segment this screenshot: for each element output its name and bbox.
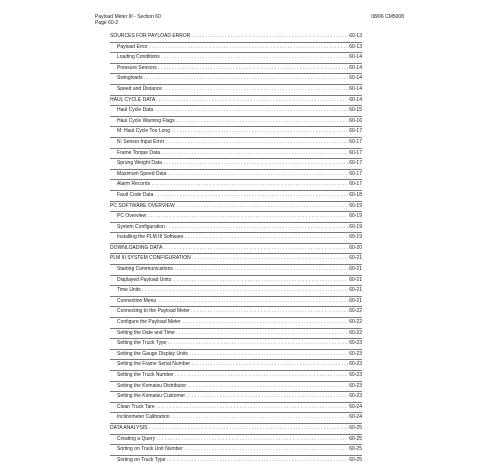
toc-entry-label: DOWNLOADING DATA . . . bbox=[110, 244, 362, 254]
toc-entry-label: Frame Torque Data . . . bbox=[117, 149, 362, 159]
toc-entry-page: 60-21 bbox=[348, 276, 362, 286]
toc-entry-page: 60-14 bbox=[348, 64, 362, 74]
toc-entry bbox=[110, 243, 362, 254]
toc-entry-page: 60-19 bbox=[348, 233, 362, 243]
toc-entry-page: 60-22 bbox=[348, 307, 362, 317]
toc-entry-label: Clean Truck Tare . . . bbox=[117, 403, 362, 413]
toc-entry-label: Time Units . . . bbox=[117, 286, 362, 296]
toc-entry-label: Sprung Weight Data . . . bbox=[117, 159, 362, 169]
toc-entry-label: Setting the Truck Number . . . bbox=[117, 371, 362, 381]
toc-entry bbox=[110, 158, 362, 169]
toc-entry-label: System Configuration . . . bbox=[117, 223, 362, 233]
toc-entry bbox=[110, 73, 362, 84]
toc-entry-label: Connection Menu . . . bbox=[117, 297, 362, 307]
toc-entry bbox=[110, 444, 362, 455]
toc-entry-page: 60-22 bbox=[348, 318, 362, 328]
toc-entry bbox=[110, 412, 362, 423]
toc-entry-label: SOURCES FOR PAYLOAD ERROR . . . bbox=[110, 32, 362, 42]
toc-entry-label: PLM III SYSTEM CONFIGURATION . . . bbox=[110, 254, 362, 264]
toc-entry-label: Displayed Payload Units . . . bbox=[117, 276, 362, 286]
toc-entry bbox=[110, 190, 362, 201]
toc-entry-label: Creating a Query . . . bbox=[117, 435, 362, 445]
toc-entry-page: 60-25 bbox=[348, 456, 362, 465]
toc-entry-page: 60-17 bbox=[348, 180, 362, 190]
toc-entry-page: 60-17 bbox=[348, 159, 362, 169]
toc-entry-label: PC SOFTWARE OVERVIEW . . . bbox=[110, 202, 362, 212]
toc-entry-label: Speed and Distance . . . bbox=[117, 85, 362, 95]
toc-entry bbox=[110, 275, 362, 286]
toc-entry-page: 60-19 bbox=[348, 223, 362, 233]
toc-entry bbox=[110, 232, 362, 243]
toc-entry-page: 60-23 bbox=[348, 350, 362, 360]
toc-entry-label: Maximum Speed Data . . . bbox=[117, 170, 362, 180]
toc-entry bbox=[110, 95, 362, 106]
toc-entry bbox=[110, 359, 362, 370]
page-header-right bbox=[371, 15, 404, 21]
toc-entry-label: Swingloads . . . bbox=[117, 74, 362, 84]
toc-entry-label: Sorting on Truck Type . . . bbox=[117, 456, 362, 465]
toc-entry-page: 60-18 bbox=[348, 191, 362, 201]
toc-entry bbox=[110, 402, 362, 413]
document-reference: 08/06 CM5008 bbox=[371, 14, 404, 20]
toc-entry-label: Connecting to the Payload Meter . . . bbox=[117, 307, 362, 317]
toc-entry-label: Setting the Frame Serial Number . . . bbox=[117, 360, 362, 370]
toc-entry bbox=[110, 296, 362, 307]
toc-entry bbox=[110, 116, 362, 127]
toc-entry-page: 60-16 bbox=[348, 117, 362, 127]
toc-entry-label: HAUL CYCLE DATA . . . bbox=[110, 96, 362, 106]
toc-entry-page: 60-17 bbox=[348, 138, 362, 148]
toc-entry-label: Sorting on Truck Unit Number . . . bbox=[117, 445, 362, 455]
toc-entry-label: Pressure Sensors . . . bbox=[117, 64, 362, 74]
toc-entry-label: Alarm Records . . . bbox=[117, 180, 362, 190]
toc-entry bbox=[110, 126, 362, 137]
toc-entry-page: 60-23 bbox=[348, 360, 362, 370]
toc-entry-page: 60-14 bbox=[348, 85, 362, 95]
toc-entry-page: 60-22 bbox=[348, 329, 362, 339]
toc-entry-page: 60-15 bbox=[348, 106, 362, 116]
toc-entry bbox=[110, 179, 362, 190]
toc-entry-label: Setting the Komatsu Distributor . . . bbox=[117, 382, 362, 392]
toc-entry bbox=[110, 222, 362, 233]
toc-entry bbox=[110, 52, 362, 63]
toc-entry-page: 60-23 bbox=[348, 371, 362, 381]
toc-entry-label: Inclinometer Calibration . . . bbox=[117, 413, 362, 423]
toc-entry-page: 60-25 bbox=[348, 424, 362, 434]
toc-entry-label: Configure the Payload Meter . . . bbox=[117, 318, 362, 328]
toc-entry-page: 60-14 bbox=[348, 53, 362, 63]
toc-entry bbox=[110, 169, 362, 180]
toc-entry bbox=[110, 253, 362, 264]
toc-entry-page: 60-20 bbox=[348, 244, 362, 254]
toc-entry bbox=[110, 317, 362, 328]
toc-entry bbox=[110, 63, 362, 74]
toc-entry-page: 60-13 bbox=[348, 43, 362, 53]
toc-entry-page: 60-25 bbox=[348, 445, 362, 455]
toc-entry-page: 60-25 bbox=[348, 435, 362, 445]
toc-entry bbox=[110, 434, 362, 445]
table-of-contents bbox=[110, 32, 362, 465]
toc-entry-label: Setting the Truck Type . . . bbox=[117, 339, 362, 349]
page-header-left bbox=[95, 15, 161, 26]
toc-entry bbox=[110, 370, 362, 381]
toc-entry-label: PC Overview . . . bbox=[117, 212, 362, 222]
toc-entry-page: 60-14 bbox=[348, 96, 362, 106]
toc-entry bbox=[110, 285, 362, 296]
toc-entry-label: Fault Code Data . . . bbox=[117, 191, 362, 201]
toc-entry bbox=[110, 349, 362, 360]
toc-entry-page: 60-13 bbox=[348, 32, 362, 42]
toc-entry-page: 60-17 bbox=[348, 127, 362, 137]
toc-entry bbox=[110, 148, 362, 159]
toc-entry bbox=[110, 264, 362, 275]
toc-entry bbox=[110, 105, 362, 116]
toc-entry bbox=[110, 84, 362, 95]
toc-entry-page: 60-23 bbox=[348, 382, 362, 392]
toc-entry-label: M: Haul Cycle Too Long . . . bbox=[117, 127, 362, 137]
toc-entry bbox=[110, 338, 362, 349]
toc-entry-page: 60-21 bbox=[348, 297, 362, 307]
toc-entry-page: 60-24 bbox=[348, 403, 362, 413]
toc-entry-label: Haul Cycle Warning Flags . . . bbox=[117, 117, 362, 127]
toc-entry-label: Setting the Gauge Display Units . . . bbox=[117, 350, 362, 360]
toc-entry bbox=[110, 391, 362, 402]
toc-entry-label: Setting the Date and Time . . . bbox=[117, 329, 362, 339]
toc-entry bbox=[110, 32, 362, 42]
toc-entry bbox=[110, 137, 362, 148]
toc-entry bbox=[110, 306, 362, 317]
toc-entry-page: 60-21 bbox=[348, 286, 362, 296]
toc-entry-page: 60-21 bbox=[348, 265, 362, 275]
toc-entry-page: 60-17 bbox=[348, 149, 362, 159]
toc-entry-label: Loading Conditions . . . bbox=[117, 53, 362, 63]
toc-entry-label: Installing the PLM III Software . . . bbox=[117, 233, 362, 243]
toc-entry-label: Setting the Komatsu Customer . . . bbox=[117, 392, 362, 402]
toc-entry bbox=[110, 201, 362, 212]
toc-entry-page: 60-19 bbox=[348, 212, 362, 222]
toc-entry-label: Payload Error . . . bbox=[117, 43, 362, 53]
page-number: Page 60-2 bbox=[95, 19, 119, 26]
toc-entry bbox=[110, 423, 362, 434]
toc-entry-label: Starting Communications . . . bbox=[117, 265, 362, 275]
toc-entry bbox=[110, 455, 362, 465]
toc-entry-page: 60-23 bbox=[348, 392, 362, 402]
toc-entry bbox=[110, 211, 362, 222]
toc-entry-page: 60-24 bbox=[348, 413, 362, 423]
toc-entry-page: 60-23 bbox=[348, 339, 362, 349]
toc-entry bbox=[110, 42, 362, 53]
toc-entry-page: 60-17 bbox=[348, 170, 362, 180]
toc-entry bbox=[110, 328, 362, 339]
toc-entry bbox=[110, 381, 362, 392]
toc-entry-label: DATA ANALYSIS . . . bbox=[110, 424, 362, 434]
toc-entry-label: Haul Cycle Data . . . bbox=[117, 106, 362, 116]
toc-entry-label: N: Sensor Input Error . . . bbox=[117, 138, 362, 148]
toc-entry-page: 60-21 bbox=[348, 254, 362, 264]
document-title: Payload Meter III - Section 60 bbox=[95, 14, 161, 20]
toc-entry-page: 60-14 bbox=[348, 74, 362, 84]
toc-entry-page: 60-19 bbox=[348, 202, 362, 212]
